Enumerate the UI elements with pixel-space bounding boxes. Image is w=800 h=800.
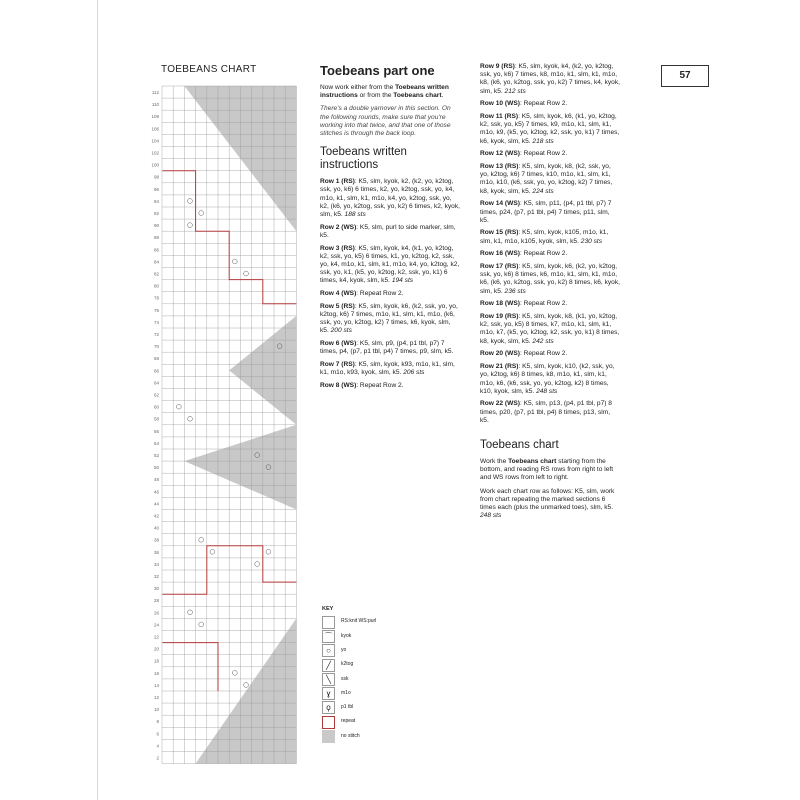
row-number: 2	[156, 755, 159, 761]
row-number: 92	[153, 211, 159, 216]
key-item	[322, 686, 381, 700]
key-label: m1o	[341, 689, 351, 696]
row-number: 94	[153, 198, 159, 204]
row-number: 62	[153, 392, 159, 398]
row-number: 8	[156, 719, 159, 725]
row-number: 80	[153, 283, 159, 289]
row-number: 30	[153, 586, 159, 592]
row-number: 34	[153, 561, 159, 567]
repeat-box-icon	[322, 716, 335, 729]
key-label: RS:knit WS:purl	[341, 618, 377, 625]
row-number: 58	[153, 416, 159, 422]
row-number: 24	[153, 622, 159, 628]
key-label: repeat	[341, 718, 356, 725]
instruction-row: Row 4 (WS): Repeat Row 2.	[320, 290, 404, 298]
instruction-row: Row 12 (WS): Repeat Row 2.	[480, 150, 568, 158]
row-number: 70	[153, 344, 159, 350]
row-number: 32	[153, 574, 159, 579]
instruction-row: Row 17 (RS): K5, slm, kyok, k6, (k2, yo, k2tog, ssk, yo, k6) 8 times, k6, m1o, k1, slm, k1, m1o, k6, (k6, yo, k2tog, ssk, yo, k2) 8 times, k6, kyok, slm, k5. 236 sts	[480, 263, 620, 295]
yarnover-note: There's a double yarnover in this section. On the following rounds, make sure that you're working into that twice, and that one of those stitches is through the back loop.	[320, 105, 451, 138]
row-number: 6	[156, 731, 159, 737]
row-number: 100	[151, 162, 159, 168]
row-number: 40	[153, 525, 159, 531]
instruction-row: Row 6 (WS): K5, slm, p9, (p4, p1 tbl, p7) 7 times, p4, (p7, p1 tbl, p4) 7 times, p9, slm, k5.	[320, 340, 454, 356]
instruction-row: Row 21 (RS): K5, slm, kyok, k10, (k2, ssk, yo, yo, k2tog, k6) 8 times, k8, m1o, k1, slm, k1, m1o, k6, (k6, ssk, yo, yo, k2tog, k2) 8 times, k10, kyok, slm, k5. 248 sts	[480, 363, 615, 395]
chart-instructions-p2: Work each chart row as follows: K5, slm, work from chart repeating the marked sections 6 times each (plus the unmarked toes), slm, k5. 248 sts	[480, 487, 615, 520]
m1o-icon: ɣ	[322, 687, 335, 700]
row-number: 64	[153, 380, 159, 386]
chart-instructions-title: Toebeans chart	[480, 439, 559, 452]
row-number: 84	[153, 259, 159, 265]
row-number: 86	[153, 247, 159, 253]
instruction-row: Row 19 (RS): K5, slm, kyok, k8, (k1, yo, k2tog, k2, ssk, yo, k5) 8 times, k7, m1o, k1, slm, k1, m1o, k7, (k5, yo, k2tog, k2, ssk, yo, k1) 8 times, k8, kyok, slm, k5. 242 sts	[480, 313, 620, 345]
key-title: KEY	[322, 606, 334, 612]
row-number: 68	[153, 356, 159, 362]
row-number: 56	[153, 428, 159, 434]
row-number: 102	[151, 150, 159, 156]
row-number: 82	[153, 271, 159, 277]
key-label: ssk	[341, 675, 349, 682]
row-number: 28	[153, 598, 159, 604]
row-number: 90	[153, 223, 159, 229]
row-number: 36	[153, 549, 159, 555]
row-number: 10	[153, 707, 159, 713]
instruction-row: Row 5 (RS): K5, slm, kyok, k6, (k2, ssk, yo, yo, k2tog, k6) 7 times, m1o, k1, slm, k1, m1o, (k6, ssk, yo, yo, k2tog, k2) 7 times, k6, kyok, slm, k5. 200 sts	[320, 302, 458, 335]
instruction-row: Row 15 (RS): K5, slm, kyok, k105, m1o, k1, slm, k1, m1o, k105, kyok, slm, k5. 230 sts	[480, 229, 609, 245]
instruction-row: Row 10 (WS): Repeat Row 2.	[480, 100, 568, 108]
written-rows-part-b	[480, 63, 620, 425]
row-number: 60	[153, 404, 159, 410]
column-two	[480, 63, 620, 525]
key-label: kyok	[341, 632, 352, 639]
row-number: 112	[151, 90, 159, 95]
key-item	[322, 658, 381, 672]
instruction-row: Row 9 (RS): K5, slm, kyok, k4, (k2, yo, k2tog, ssk, yo, k6) 7 times, k8, m1o, k1, slm, k1, m1o, k8, (k6, yo, k2tog, ssk, yo, k2) 7 times, k4, kyok, slm, k5. 212 sts	[480, 63, 620, 95]
row-number: 38	[153, 537, 159, 543]
chart-instructions-p1: Work the Toebeans chart starting from the bottom, and reading RS rows from right to left and WS rows from left to right.	[480, 458, 614, 482]
instruction-row: Row 2 (WS): K5, slm, purl to side marker, slm, k5.	[320, 223, 456, 239]
p1-tbl-icon: ϙ	[322, 701, 335, 714]
row-number: 78	[153, 295, 159, 301]
row-number: 44	[153, 501, 159, 507]
instruction-row: Row 3 (RS): K5, slm, kyok, k4, (k1, yo, k2tog, k2, ssk, yo, k5) 6 times, k1, yo, k2tog, k2, ssk, yo, k4, m1o, k1, slm, k1, m1o, k4, yo, k2tog, k2, ssk, yo, k1, (k5, yo, k2tog, k2, ssk, yo, k1) 6 times, k4, kyok, slm, k5. 194 sts	[320, 244, 460, 285]
row-number: 42	[153, 513, 159, 519]
row-number: 22	[153, 634, 159, 640]
row-number: 50	[153, 465, 159, 471]
row-number: 74	[153, 319, 159, 325]
chart-title: TOEBEANS CHART	[161, 64, 257, 75]
column-one	[320, 63, 460, 395]
row-number: 76	[153, 307, 159, 313]
instruction-row: Row 18 (WS): Repeat Row 2.	[480, 300, 568, 308]
key-item	[322, 729, 381, 743]
key-label: k2tog	[341, 661, 354, 668]
written-rows-part-a	[320, 178, 460, 390]
row-number: 16	[153, 670, 159, 676]
page-edge	[97, 0, 98, 800]
key-label: p1 tbl	[341, 704, 354, 711]
no-stitch-icon	[322, 730, 335, 743]
instruction-row: Row 7 (RS): K5, slm, kyok, k93, m1o, k1, slm, k1, m1o, k93, kyok, slm, k5. 206 sts	[320, 361, 455, 377]
row-number: 66	[153, 368, 159, 374]
row-number: 96	[153, 186, 159, 192]
key-label: yo	[341, 646, 347, 653]
row-number: 54	[153, 440, 159, 446]
k2tog-icon: ╱	[322, 659, 335, 672]
row-number: 98	[153, 174, 159, 180]
instruction-row: Row 16 (WS): Repeat Row 2.	[480, 250, 568, 258]
row-number: 18	[153, 658, 159, 664]
key-item	[322, 615, 381, 629]
row-number: 104	[151, 138, 159, 144]
row-number: 46	[153, 489, 159, 495]
ssk-icon: ╲	[322, 673, 335, 686]
row-number: 26	[153, 610, 159, 616]
chart-grid	[150, 80, 302, 772]
key-item	[322, 644, 381, 658]
row-number: 14	[153, 682, 159, 688]
row-number: 88	[153, 235, 159, 241]
instruction-row: Row 11 (RS): K5, slm, kyok, k6, (k1, yo, k2tog, k2, ssk, yo, k5) 7 times, k9, m1o, k1, slm, k1, m1o, k9, (k5, yo, k2tog, k2, ssk, yo, k1) 7 times, k6, kyok, slm, k5. 218 sts	[480, 113, 620, 145]
key-item	[322, 701, 381, 715]
instruction-row: Row 14 (WS): K5, slm, p11, (p4, p1 tbl, p7) 7 times, p24, (p7, p1 tbl, p4) 7 times, p11, slm, k5.	[480, 200, 612, 224]
key-item	[322, 715, 381, 729]
instruction-row: Row 1 (RS): K5, slm, kyok, k2, (k2, yo, k2tog, ssk, yo, k6) 6 times, k2, yo, k2tog, ssk, yo, k4, m1o, k1, slm, k1, m1o, k4, yo, k2tog, ssk, yo, k2, (k6, yo, k2tog, ssk, yo, k2) 6 times, k2, kyok, slm, k5. 188 sts	[320, 178, 460, 219]
instruction-row: Row 8 (WS): Repeat Row 2.	[320, 381, 404, 389]
row-number: 12	[153, 695, 159, 700]
row-number: 4	[156, 743, 159, 749]
key-label: no stitch	[341, 732, 360, 739]
instruction-row: Row 20 (WS): Repeat Row 2.	[480, 350, 568, 358]
instruction-row: Row 13 (RS): K5, slm, kyok, k8, (k2, ssk, yo, yo, k2tog, k6) 7 times, k10, m1o, k1, slm, k1, m1o, k10, (k6, ssk, yo, yo, k2tog, k2) 7 times, k8, kyok, slm, k5. 224 sts	[480, 163, 613, 195]
row-number: 52	[153, 453, 159, 458]
toebeans-chart	[150, 80, 302, 777]
knit-purl-icon	[322, 616, 335, 629]
key-item	[322, 629, 381, 643]
instruction-row: Row 22 (WS): K5, slm, p13, (p4, p1 tbl, p7) 8 times, p20, (p7, p1 tbl, p4) 8 times, p13, slm, k5.	[480, 400, 612, 424]
key-item	[322, 672, 381, 686]
row-number: 108	[151, 114, 159, 120]
row-number: 20	[153, 646, 159, 652]
section-intro: Now work either from the Toebeans written instructions or from the Toebeans chart.	[320, 84, 449, 100]
row-number: 106	[151, 126, 159, 132]
chart-key	[322, 606, 381, 744]
written-instructions-title: Toebeans written instructions	[320, 146, 407, 172]
row-number: 72	[153, 332, 159, 337]
row-number: 48	[153, 477, 159, 483]
row-number: 110	[151, 102, 159, 108]
page-number: 57	[661, 65, 709, 87]
section-title: Toebeans part one	[320, 63, 435, 78]
kyok-icon: ⌒	[322, 630, 335, 643]
yarnover-icon: ○	[322, 644, 335, 657]
